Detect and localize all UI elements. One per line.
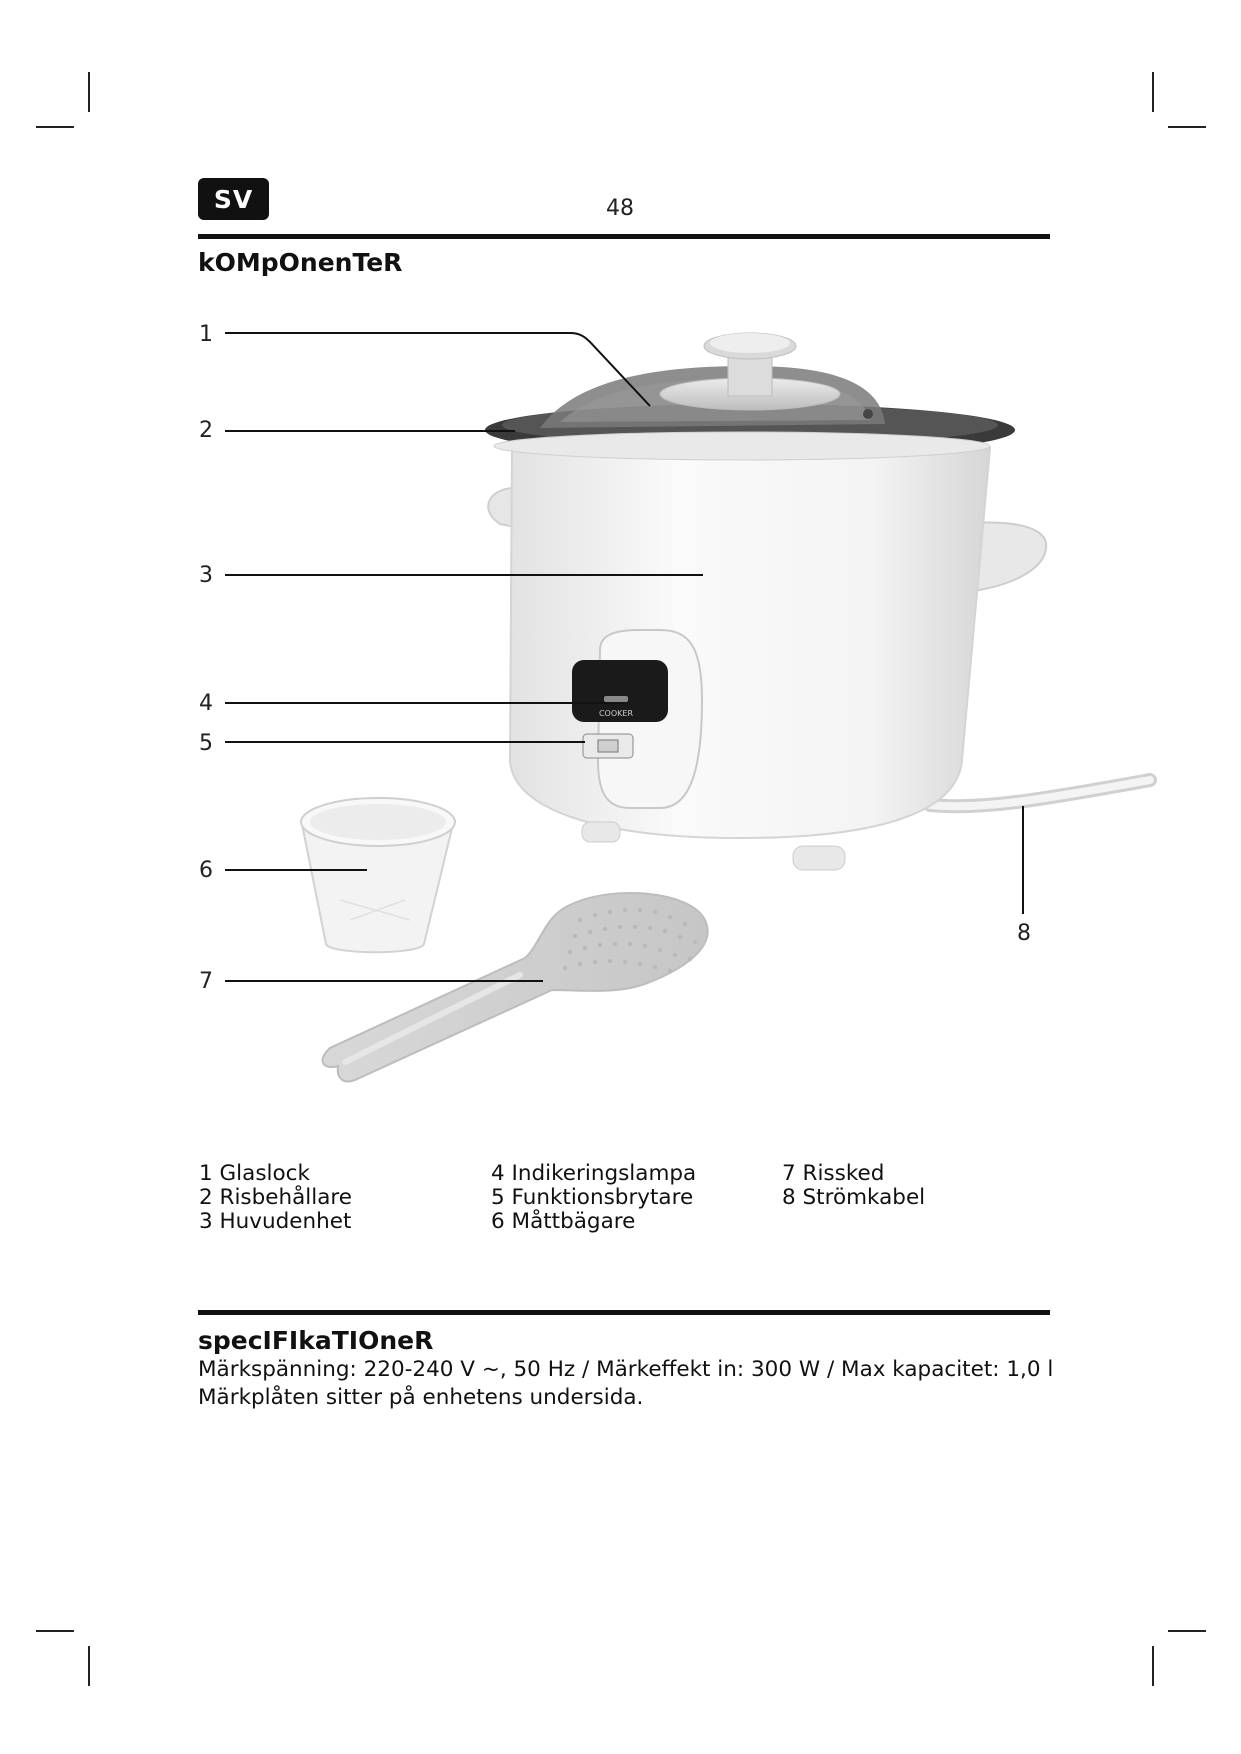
callout-5: 5 [199, 731, 213, 756]
legend-item: 1 Glaslock [199, 1161, 310, 1186]
legend-column-2 [491, 1162, 696, 1234]
crop-mark [88, 1646, 90, 1686]
callout-4: 4 [199, 691, 213, 716]
leader-line-7 [225, 980, 543, 982]
callout-3: 3 [199, 563, 213, 588]
spec-line-2: Märkplåten sitter på enhetens undersida. [198, 1385, 644, 1410]
callout-1: 1 [199, 322, 213, 347]
leader-line-4 [225, 702, 625, 704]
specifications-rule [198, 1310, 1050, 1315]
foot [793, 846, 845, 870]
leader-line-5 [225, 741, 585, 743]
components-heading: kOMpOnenTeR [198, 248, 403, 277]
legend-column-3 [782, 1162, 925, 1210]
legend-item: 8 Strömkabel [782, 1185, 926, 1210]
legend-item: 4 Indikeringslampa [491, 1161, 697, 1186]
legend-item: 2 Risbehållare [199, 1185, 353, 1210]
legend-item: 5 Funktionsbrytare [491, 1185, 694, 1210]
callout-2: 2 [199, 418, 213, 443]
foot [582, 822, 620, 842]
legend-item: 3 Huvudenhet [199, 1209, 352, 1234]
language-badge: SV [198, 178, 269, 220]
legend-item: 7 Rissked [782, 1161, 885, 1186]
indicator-label: COOKER [598, 709, 634, 718]
leader-line-3 [225, 574, 703, 576]
legend-item: 6 Måttbägare [491, 1209, 636, 1234]
cooker-body [510, 448, 990, 838]
spec-line-1: Märkspänning: 220-240 V ~, 50 Hz / Märkeffekt in: 300 W / Max kapacitet: 1,0 l [198, 1357, 1054, 1382]
specifications-text [198, 1356, 1058, 1412]
callout-6: 6 [199, 858, 213, 883]
crop-mark [36, 1630, 74, 1632]
leader-line-6 [225, 869, 367, 871]
callout-8: 8 [1017, 921, 1031, 946]
crop-mark [1152, 1646, 1154, 1686]
callout-7: 7 [199, 969, 213, 994]
page-number: 48 [606, 196, 634, 221]
crop-mark [1168, 1630, 1206, 1632]
legend-column-1 [199, 1162, 352, 1234]
leader-line-2 [225, 430, 515, 432]
specifications-heading: specIFIkaTIOneR [198, 1326, 434, 1355]
